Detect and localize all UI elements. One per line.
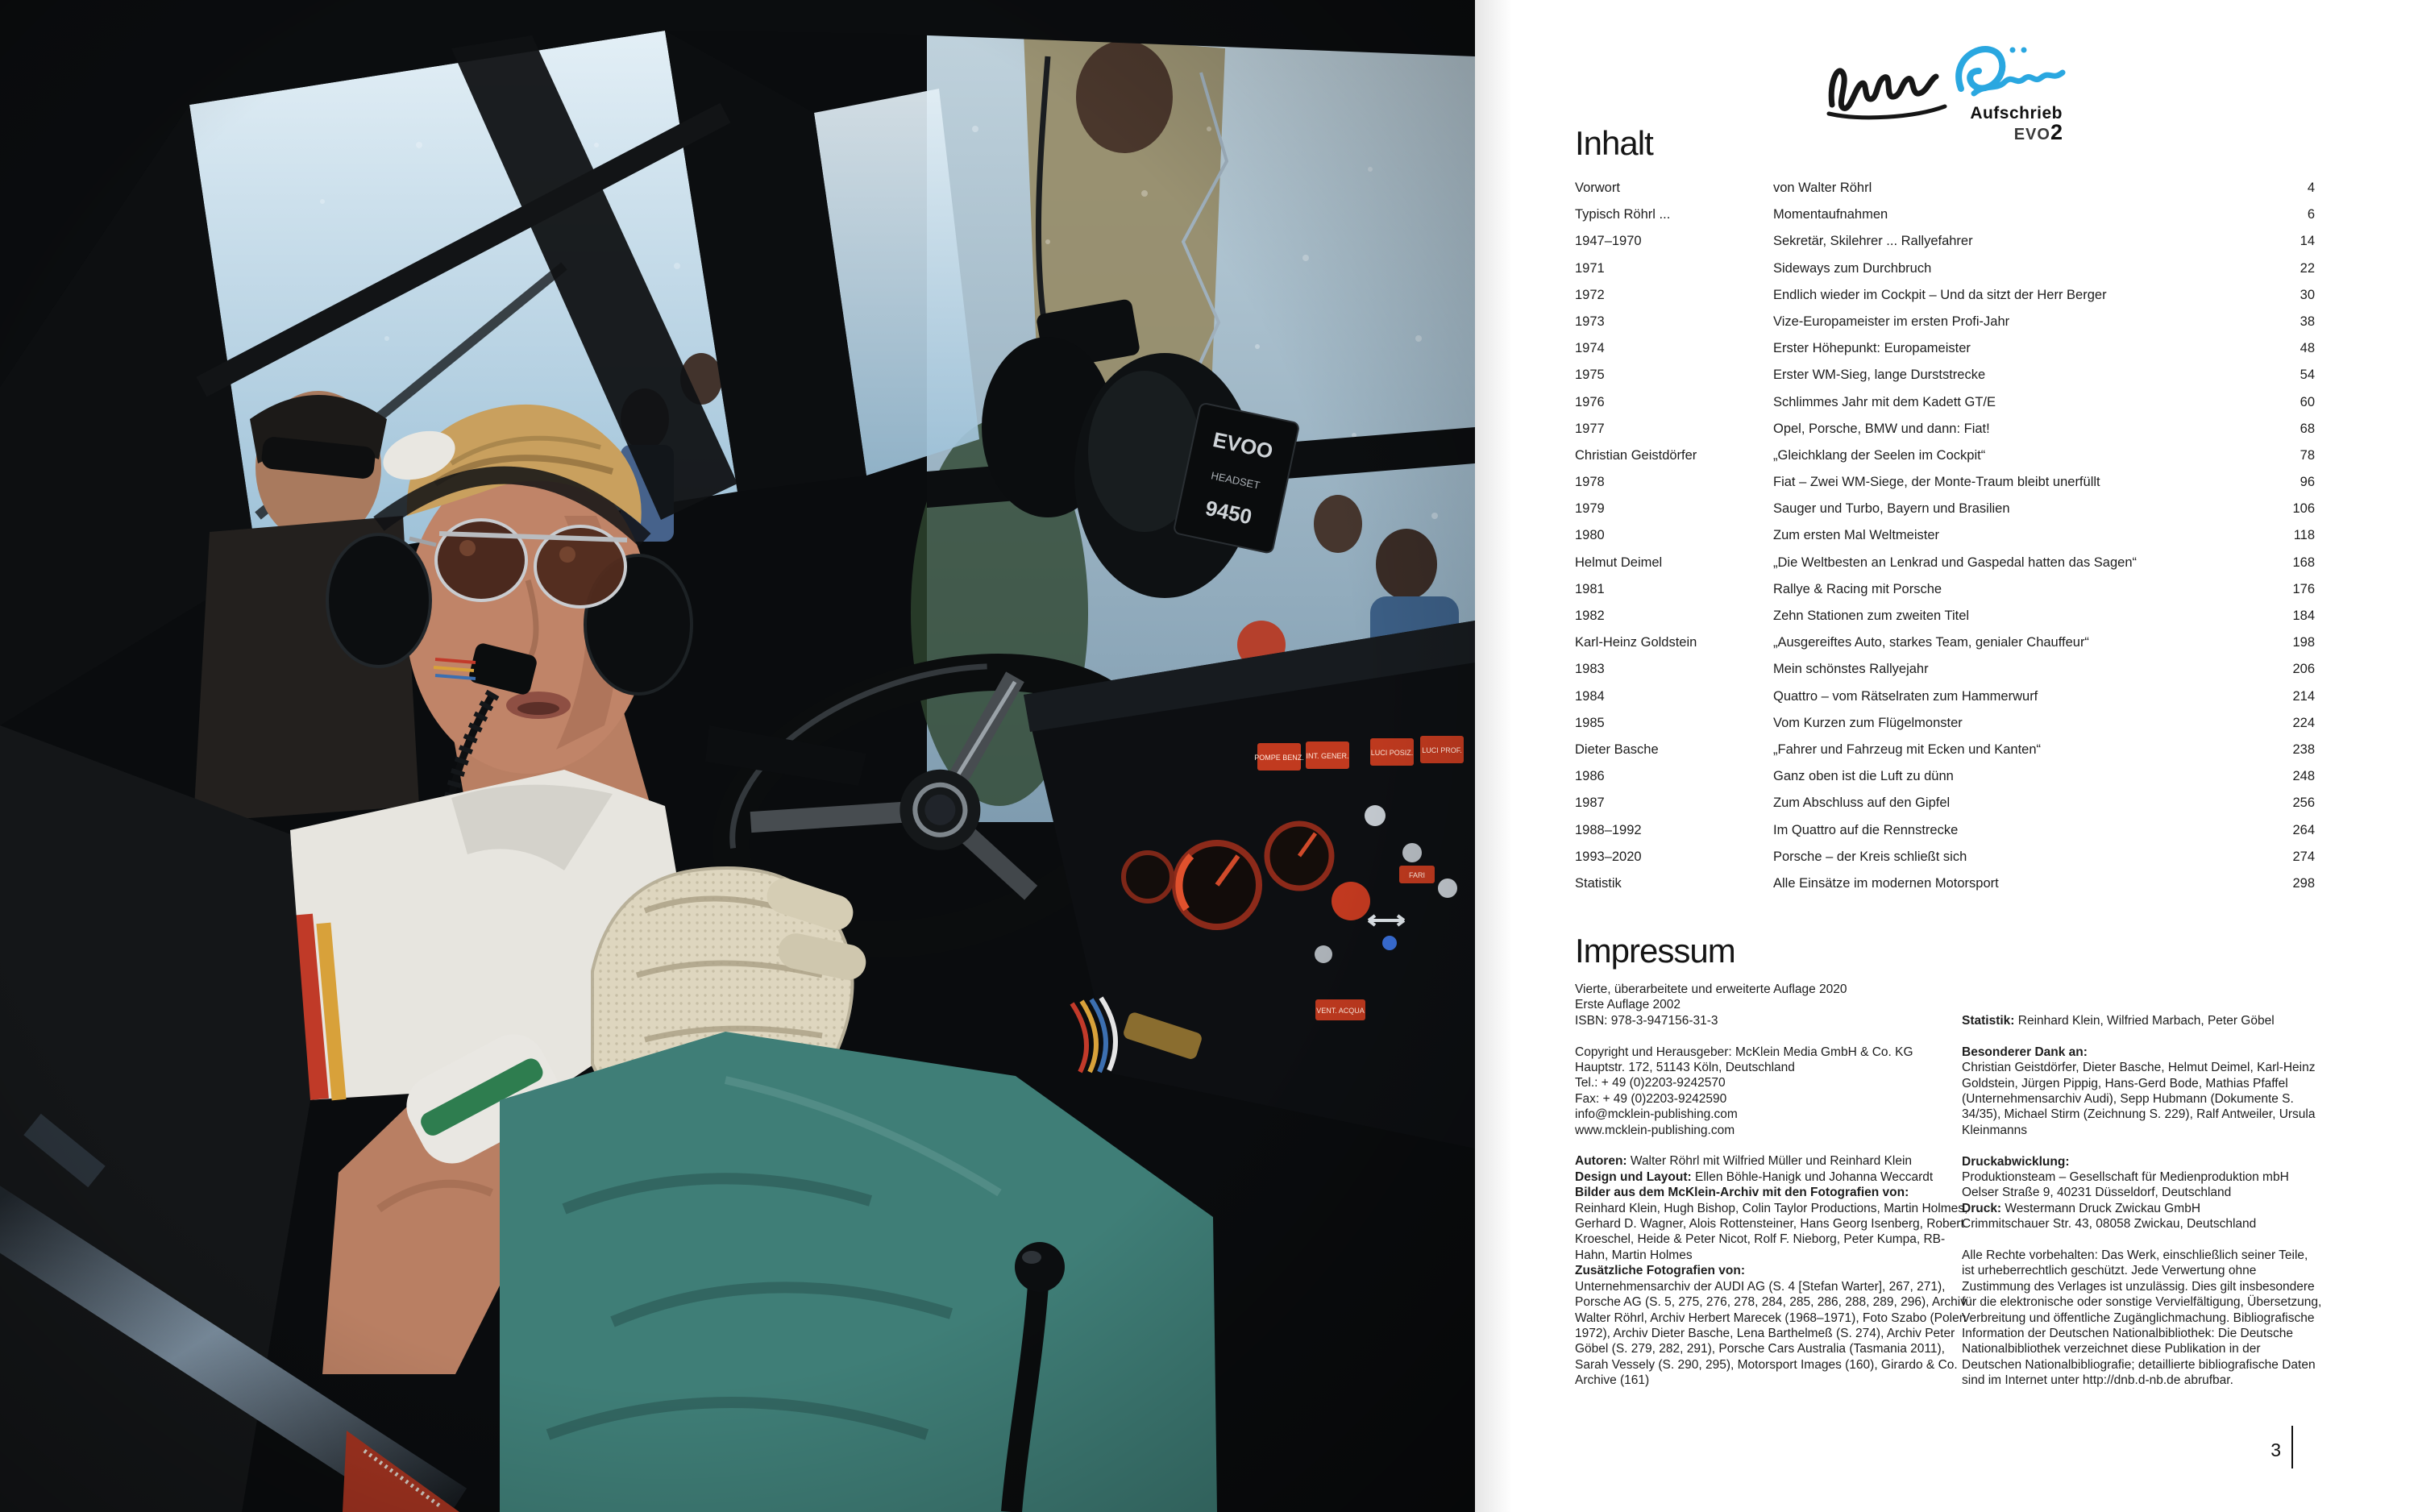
toc-row-title: Erster Höhepunkt: Europameister: [1773, 341, 1971, 356]
authors-line: Autoren: Walter Röhrl mit Wilfried Müller und Reinhard Klein: [1575, 1154, 1913, 1169]
logo-subtitle: [1970, 105, 2063, 144]
toc-row-title: Ganz oben ist die Luft zu dünn: [1773, 769, 1954, 784]
toc-row-page-number: 38: [2300, 314, 2315, 329]
toc-row-label: 1983: [1575, 662, 1605, 677]
toc-row: [1575, 501, 2315, 528]
toc-row: [1575, 422, 2315, 448]
toc-row: [1575, 261, 2315, 288]
publisher-block: [1575, 1045, 1968, 1138]
toc-row: [1575, 234, 2315, 260]
toc-row-page-number: 184: [2292, 609, 2315, 623]
toc-row-page-number: 54: [2300, 368, 2315, 383]
print-handling-label: Druckabwicklung:: [1962, 1154, 2070, 1169]
edition-line: ISBN: 978-3-947156-31-3: [1575, 1013, 1718, 1028]
toc-row-page-number: 214: [2292, 688, 2315, 704]
toc-row-title: Zum ersten Mal Weltmeister: [1773, 528, 1939, 543]
toc-row-title: Momentaufnahmen: [1773, 207, 1888, 222]
toc-row-page-number: 4: [2307, 181, 2315, 195]
toc-row-title: Zum Abschluss auf den Gipfel: [1773, 795, 1951, 811]
toc-row: [1575, 395, 2315, 422]
toc-row-title: Erster WM-Sieg, lange Durststrecke: [1773, 368, 1986, 383]
logo-aufschrieb-label: Aufschrieb: [1970, 104, 2063, 123]
toc-row-title: Vom Kurzen zum Flügelmonster: [1773, 715, 1963, 730]
toc-row-page-number: 48: [2300, 341, 2315, 356]
toc-row-label: 1982: [1575, 609, 1605, 623]
toc-row: [1575, 795, 2315, 822]
statistics-line: Statistik: Reinhard Klein, Wilfried Marbach, Peter Göbel: [1962, 1014, 2275, 1028]
toc-row-label: 1976: [1575, 394, 1605, 409]
toc-row: [1575, 635, 2315, 662]
toc-row-label: 1977: [1575, 421, 1605, 436]
toc-row-title: Rallye & Racing mit Porsche: [1773, 581, 1942, 596]
print-handling-line: Produktionsteam – Gesellschaft für Medienproduktion mbH: [1962, 1170, 2289, 1185]
toc-row: [1575, 207, 2315, 234]
toc-row-page-number: 168: [2292, 555, 2315, 570]
toc-row-page-number: 106: [2292, 501, 2315, 517]
print-handling-lines: [1962, 1169, 2323, 1201]
toc-row-title: „Gleichklang der Seelen im Cockpit“: [1773, 447, 1986, 463]
toc-row-page-number: 264: [2292, 822, 2315, 837]
toc-row: [1575, 662, 2315, 688]
additional-photos-label: Zusätzliche Fotografien von:: [1575, 1264, 1745, 1278]
toc-row-label: 1972: [1575, 287, 1605, 302]
toc-row: [1575, 823, 2315, 849]
page-number: 3: [2271, 1439, 2281, 1460]
walter-roehrl-logo: [1826, 35, 2067, 156]
toc-row-page-number: 96: [2300, 475, 2315, 490]
edition-line: Erste Auflage 2002: [1575, 998, 1681, 1012]
toc-row: [1575, 448, 2315, 475]
toc-row-title: „Fahrer und Fahrzeug mit Ecken und Kanten“: [1773, 741, 2042, 757]
toc-row-title: Sekretär, Skilehrer ... Rallyefahrer: [1773, 234, 1973, 249]
toc-heading: Inhalt: [1575, 124, 1653, 162]
impressum-left-column: [1575, 982, 1968, 1389]
toc-row-label: 1981: [1575, 581, 1605, 596]
additional-photos-text: Unternehmensarchiv der AUDI AG (S. 4 [Stefan Warter], 267, 271), Porsche AG (S. 5, 275, 276, 278, 284, 285, 286, 288, 289, 296), Archiv Walter Röhrl, Archiv Herbert Marecek (1968–1971), Foto Szabo (Polen 1972), Archiv Dieter Basche, Lena Barthelmeß (S. 274), Archiv Peter Göbel (S. 279, 282, 291), Porsche Cars Australia (Tasmania 2011), Sarah Vessely (S. 290, 295), Motorsport Images (160), Girardo & Co. Archive (161): [1575, 1279, 1967, 1388]
publisher-line: Tel.: + 49 (0)2203-9242570: [1575, 1076, 1726, 1090]
toc-row-label: 1947–1970: [1575, 234, 1642, 249]
toc-row-label: 1971: [1575, 260, 1605, 276]
toc-row-page-number: 78: [2300, 447, 2315, 463]
toc-row-label: 1973: [1575, 314, 1605, 329]
toc-row-label: 1978: [1575, 475, 1605, 490]
page-number-rule: [2291, 1426, 2293, 1468]
toc-row-title: „Ausgereiftes Auto, starkes Team, genialer Chauffeur“: [1773, 635, 2089, 650]
toc-row: [1575, 716, 2315, 742]
toc-row: [1575, 341, 2315, 368]
toc-row-label: 1993–2020: [1575, 849, 1642, 864]
toc-row-title: Im Quattro auf die Rennstrecke: [1773, 822, 1959, 837]
toc-row-label: 1984: [1575, 688, 1605, 704]
toc-row-label: Dieter Basche: [1575, 741, 1659, 757]
toc-row: [1575, 769, 2315, 795]
toc-row-title: Quattro – vom Rätselraten zum Hammerwurf: [1773, 688, 2038, 704]
toc-row-label: Helmut Deimel: [1575, 555, 1663, 570]
publisher-line: Hauptstr. 172, 51143 Köln, Deutschland: [1575, 1061, 1795, 1075]
printer-line: Druck: Westermann Druck Zwickau GmbH: [1962, 1201, 2201, 1215]
design-line: Design und Layout: Ellen Böhle-Hanigk und Johanna Weccardt: [1575, 1169, 1934, 1184]
toc-row-page-number: 256: [2292, 795, 2315, 811]
toc-row-page-number: 248: [2292, 769, 2315, 784]
toc-row-title: Opel, Porsche, BMW und dann: Fiat!: [1773, 421, 1990, 436]
toc-row-title: Alle Einsätze im modernen Motorsport: [1773, 875, 1999, 891]
impressum-heading: Impressum: [1575, 932, 1735, 970]
archive-photos-text: Reinhard Klein, Hugh Bishop, Colin Taylor Productions, Martin Holmes, Gerhard D. Wagner, Alois Rottensteiner, Hans Georg Isenberg, Robert Kroeschel, Heide & Peter Nicot, Rolf F. Nieborg, Peter Kumpa, RB-Hahn, Martin Holmes: [1575, 1201, 1968, 1262]
toc-row-label: Karl-Heinz Goldstein: [1575, 635, 1697, 650]
toc-row: [1575, 742, 2315, 769]
toc-row-title: Endlich wieder im Cockpit – Und da sitzt der Herr Berger: [1773, 287, 2107, 302]
toc-row-label: 1980: [1575, 528, 1605, 543]
toc-row-label: Statistik: [1575, 875, 1622, 891]
edition-block: [1575, 982, 1968, 1028]
toc-row-title: Mein schönstes Rallyejahr: [1773, 662, 1929, 677]
toc-row-label: 1974: [1575, 341, 1605, 356]
toc-row-label: Vorwort: [1575, 181, 1620, 195]
toc-row-page-number: 176: [2292, 581, 2315, 596]
publisher-line: www.mcklein-publishing.com: [1575, 1123, 1735, 1137]
toc-row-page-number: 60: [2300, 394, 2315, 409]
toc-row: [1575, 314, 2315, 341]
toc-row-title: Sauger und Turbo, Bayern und Brasilien: [1773, 501, 2010, 517]
toc-row: [1575, 689, 2315, 716]
toc-row-title: Zehn Stationen zum zweiten Titel: [1773, 609, 1970, 623]
impressum-right-column: [1962, 982, 2323, 1389]
edition-line: Vierte, überarbeitete und erweiterte Auflage 2020: [1575, 982, 1847, 996]
toc-row: [1575, 609, 2315, 635]
toc-row: [1575, 528, 2315, 555]
toc-row: [1575, 555, 2315, 582]
toc-row-page-number: 118: [2293, 528, 2315, 543]
printer-address-line: Crimmitschauer Str. 43, 08058 Zwickau, Deutschland: [1962, 1217, 2257, 1232]
publisher-line: info@mcklein-publishing.com: [1575, 1107, 1738, 1122]
thanks-label: Besonderer Dank an:: [1962, 1045, 2088, 1059]
toc-row-title: Fiat – Zwei WM-Siege, der Monte-Traum bleibt unerfüllt: [1773, 475, 2100, 490]
toc-row-label: 1986: [1575, 769, 1605, 784]
toc-row-page-number: 22: [2300, 260, 2315, 276]
page-gutter-shadow: [1475, 0, 1512, 1512]
toc-row: [1575, 288, 2315, 314]
publisher-line: Copyright und Herausgeber: McKlein Media GmbH & Co. KG: [1575, 1045, 1913, 1059]
print-block: [1962, 1154, 2323, 1232]
thanks-block: [1962, 1045, 2323, 1138]
toc-row-page-number: 198: [2292, 635, 2315, 650]
toc-row: [1575, 582, 2315, 609]
toc-row-label: 1987: [1575, 795, 1605, 811]
toc-row-label: 1979: [1575, 501, 1605, 517]
toc-row-page-number: 224: [2292, 715, 2315, 730]
toc-row: [1575, 849, 2315, 876]
toc-row-title: Schlimmes Jahr mit dem Kadett GT/E: [1773, 394, 1996, 409]
toc-row-page-number: 68: [2300, 421, 2315, 436]
toc-row: [1575, 475, 2315, 501]
thanks-text: Christian Geistdörfer, Dieter Basche, Helmut Deimel, Karl-Heinz Goldstein, Jürgen Pippig, Hans-Gerd Bode, Mathias Pfaffel (Unternehmensarchiv Audi), Sepp Hubmann (Dokumente S. 34/35), Michael Stirm (Zeichnung S. 229), Ralf Antweiler, Ursula Kleinmanns: [1962, 1061, 2316, 1137]
toc-row-title: Vize-Europameister im ersten Profi-Jahr: [1773, 314, 2010, 329]
toc-row-label: Typisch Röhrl ...: [1575, 207, 1671, 222]
rights-text: Alle Rechte vorbehalten: Das Werk, einschließlich seiner Teile, ist urheberrechtlich geschützt. Jede Verwertung ohne Zustimmung des Verlages ist unzulässig. Dies gilt insbesondere für die elektronische oder sonstige Vervielfältigung, Übersetzung, Verbreitung und öffentliche Zugänglichmachung. Bibliografische Information der Deutschen Nationalbibliothek: Die Deutsche Nationalbibliothek verzeichnet diese Publikation in der Deutschen Nationalbibliografie; detaillierte bibliografische Daten sind im Internet unter http://dnb.d-nb.de abrufbar.: [1962, 1248, 2322, 1388]
toc-row-title: „Die Weltbesten an Lenkrad und Gaspedal hatten das Sagen“: [1773, 555, 2137, 570]
toc-row-page-number: 30: [2300, 287, 2315, 302]
toc-row-title: Sideways zum Durchbruch: [1773, 260, 1932, 276]
toc-row: [1575, 181, 2315, 207]
toc-row: [1575, 368, 2315, 394]
toc-row-title: Porsche – der Kreis schließt sich: [1773, 849, 1967, 864]
toc-row-title: von Walter Röhrl: [1773, 181, 1872, 195]
toc-row-page-number: 14: [2300, 234, 2315, 249]
toc-row-label: 1975: [1575, 368, 1605, 383]
toc-row-page-number: 206: [2292, 662, 2315, 677]
toc-row-label: Christian Geistdörfer: [1575, 447, 1697, 463]
toc-row-label: 1988–1992: [1575, 822, 1642, 837]
archive-photos-label: Bilder aus dem McKlein-Archiv mit den Fotografien von:: [1575, 1186, 1909, 1200]
toc-row-page-number: 238: [2292, 741, 2315, 757]
toc-row-page-number: 6: [2307, 207, 2315, 222]
toc-row-page-number: 298: [2292, 875, 2315, 891]
toc-row-label: 1985: [1575, 715, 1605, 730]
toc-row-page-number: 274: [2292, 849, 2315, 864]
publisher-line: Fax: + 49 (0)2203-9242590: [1575, 1091, 1727, 1106]
print-handling-line: Oelser Straße 9, 40231 Düsseldorf, Deutschland: [1962, 1186, 2232, 1200]
credits-block: [1575, 1153, 1968, 1388]
toc-row: [1575, 876, 2315, 903]
table-of-contents: [1575, 181, 2315, 903]
logo-edition-label: EVO2: [2013, 120, 2063, 145]
